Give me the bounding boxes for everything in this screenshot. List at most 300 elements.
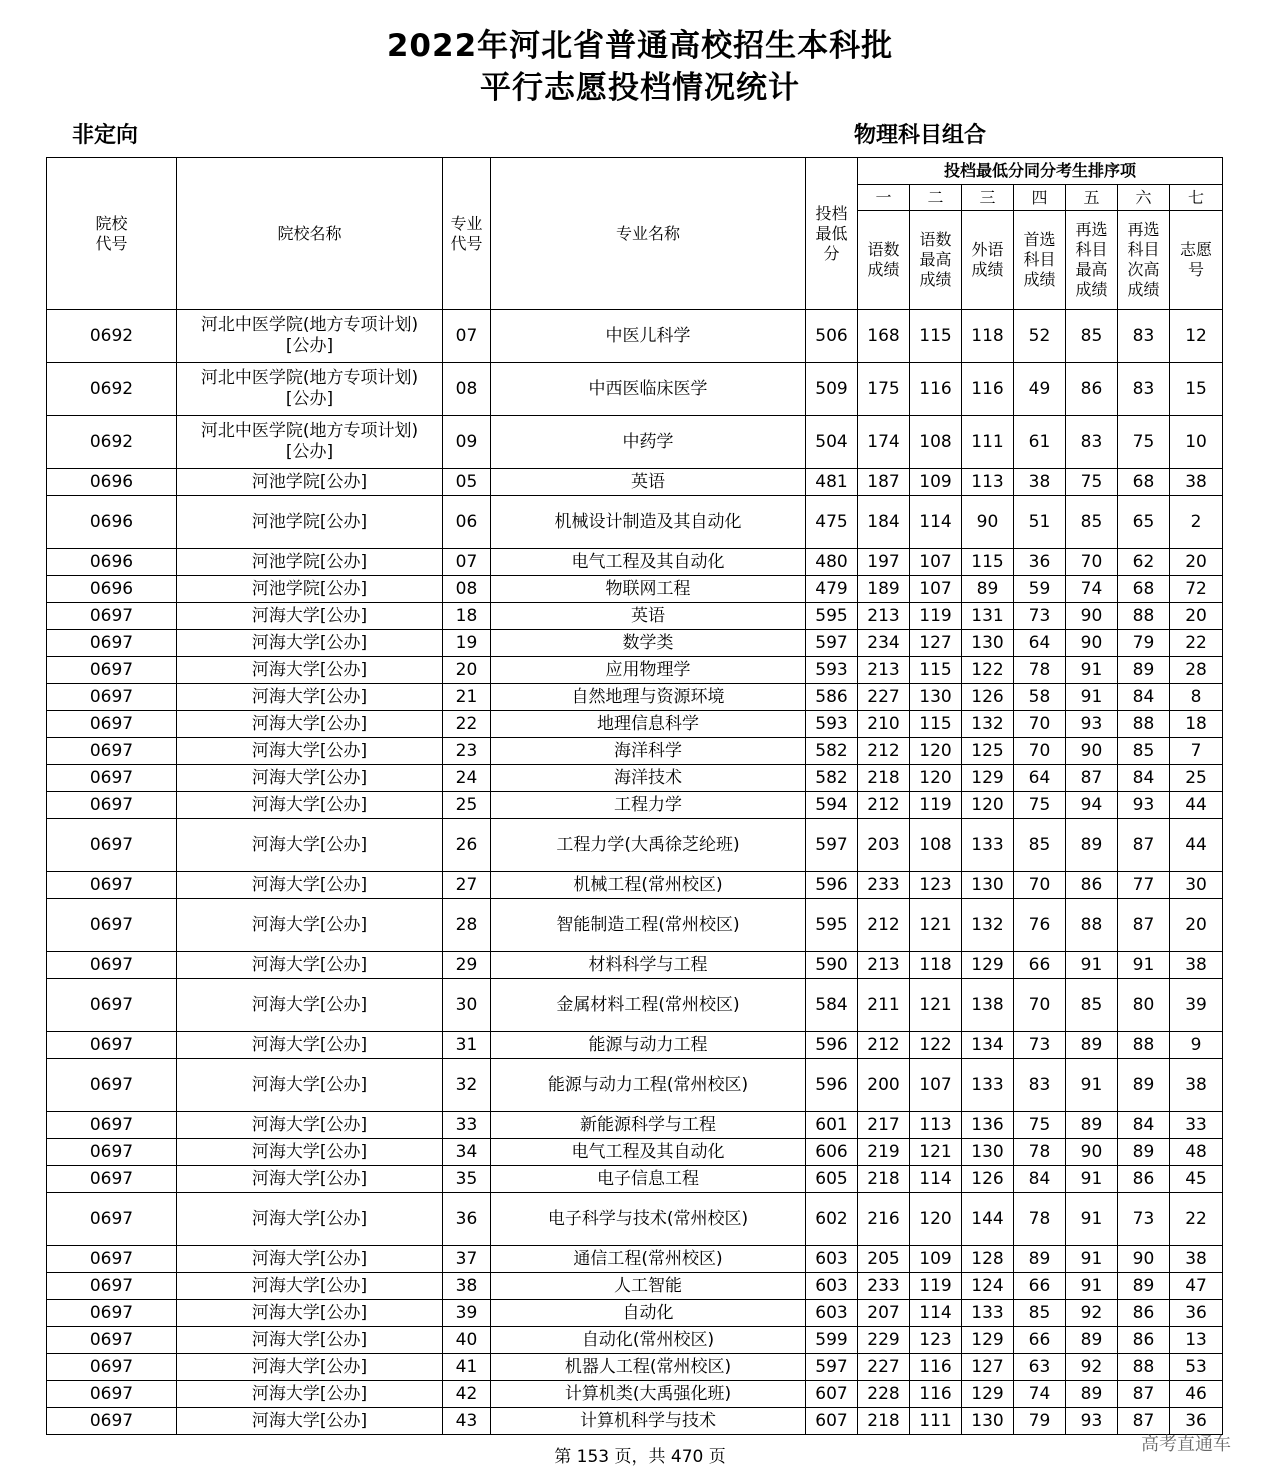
cell-rank-7: 44 [1170,792,1223,819]
table-row [47,416,1223,469]
subtitle-right: 物理科目组合 [854,123,987,148]
cell-rank-4: 74 [1014,1381,1066,1408]
cell-rank-1: 211 [858,979,910,1032]
header-rank-item: 首选科目成绩 [1014,211,1066,310]
cell-rank-6: 84 [1118,684,1170,711]
cell-school-name: 河池学院[公办] [177,576,443,603]
cell-rank-4: 85 [1014,819,1066,872]
cell-rank-3: 128 [962,1246,1014,1273]
cell-school-name: 河海大学[公办] [177,711,443,738]
cell-rank-3: 130 [962,630,1014,657]
table-row [47,1354,1223,1381]
cell-rank-7: 22 [1170,1193,1223,1246]
header-major-code: 专业代号 [443,158,491,310]
cell-rank-2: 123 [910,1327,962,1354]
table-row [47,576,1223,603]
cell-school-name: 河池学院[公办] [177,469,443,496]
cell-rank-4: 79 [1014,1408,1066,1435]
cell-rank-3: 138 [962,979,1014,1032]
cell-rank-7: 18 [1170,711,1223,738]
cell-school-name: 河海大学[公办] [177,1059,443,1112]
cell-major-code: 05 [443,469,491,496]
cell-rank-2: 109 [910,469,962,496]
table-row [47,979,1223,1032]
cell-school-code: 0697 [47,1273,177,1300]
cell-rank-5: 90 [1066,738,1118,765]
cell-rank-3: 129 [962,1327,1014,1354]
cell-rank-7: 33 [1170,1112,1223,1139]
cell-rank-7: 2 [1170,496,1223,549]
cell-school-name: 河北中医学院(地方专项计划)[公办] [177,416,443,469]
cell-min-score: 596 [806,872,858,899]
cell-rank-4: 84 [1014,1166,1066,1193]
table-row [47,792,1223,819]
cell-rank-2: 119 [910,1273,962,1300]
cell-school-code: 0697 [47,1193,177,1246]
cell-school-name: 河池学院[公办] [177,549,443,576]
cell-school-name: 河海大学[公办] [177,1112,443,1139]
cell-rank-2: 111 [910,1408,962,1435]
cell-rank-5: 83 [1066,416,1118,469]
cell-rank-6: 89 [1118,1273,1170,1300]
cell-school-code: 0697 [47,1059,177,1112]
cell-school-code: 0692 [47,363,177,416]
table-row [47,1032,1223,1059]
cell-rank-5: 91 [1066,657,1118,684]
cell-rank-1: 219 [858,1139,910,1166]
cell-rank-6: 87 [1118,1408,1170,1435]
cell-rank-5: 93 [1066,711,1118,738]
table-row [47,819,1223,872]
cell-rank-2: 120 [910,1193,962,1246]
cell-school-name: 河海大学[公办] [177,899,443,952]
table-row [47,1139,1223,1166]
header-school-name: 院校名称 [177,158,443,310]
cell-rank-3: 122 [962,657,1014,684]
header-min-score: 投档最低分 [806,158,858,310]
cell-rank-6: 62 [1118,549,1170,576]
header-rank-item: 语数成绩 [858,211,910,310]
cell-rank-6: 85 [1118,738,1170,765]
header-rank-item: 志愿号 [1170,211,1223,310]
cell-rank-3: 144 [962,1193,1014,1246]
cell-rank-4: 70 [1014,979,1066,1032]
cell-rank-2: 121 [910,899,962,952]
cell-rank-5: 89 [1066,819,1118,872]
cell-min-score: 593 [806,711,858,738]
cell-rank-5: 74 [1066,576,1118,603]
table-row [47,363,1223,416]
cell-major-name: 人工智能 [491,1273,806,1300]
cell-rank-6: 75 [1118,416,1170,469]
cell-school-code: 0697 [47,1112,177,1139]
cell-school-code: 0697 [47,684,177,711]
cell-rank-1: 229 [858,1327,910,1354]
cell-school-name: 河海大学[公办] [177,979,443,1032]
cell-rank-5: 85 [1066,310,1118,363]
cell-rank-7: 9 [1170,1032,1223,1059]
cell-rank-5: 92 [1066,1354,1118,1381]
cell-min-score: 595 [806,899,858,952]
cell-rank-5: 85 [1066,979,1118,1032]
cell-rank-5: 91 [1066,1059,1118,1112]
cell-major-code: 07 [443,549,491,576]
cell-rank-1: 203 [858,819,910,872]
cell-major-code: 23 [443,738,491,765]
cell-rank-7: 36 [1170,1408,1223,1435]
cell-rank-2: 120 [910,738,962,765]
cell-rank-5: 85 [1066,496,1118,549]
cell-rank-3: 126 [962,684,1014,711]
cell-rank-5: 91 [1066,684,1118,711]
cell-rank-2: 122 [910,1032,962,1059]
cell-major-name: 机器人工程(常州校区) [491,1354,806,1381]
cell-rank-1: 233 [858,1273,910,1300]
cell-major-code: 37 [443,1246,491,1273]
cell-rank-1: 218 [858,1166,910,1193]
cell-school-code: 0692 [47,310,177,363]
header-school-code: 院校代号 [47,158,177,310]
cell-major-code: 19 [443,630,491,657]
cell-rank-6: 87 [1118,899,1170,952]
cell-min-score: 607 [806,1408,858,1435]
cell-rank-6: 90 [1118,1246,1170,1273]
cell-rank-3: 129 [962,765,1014,792]
cell-major-name: 物联网工程 [491,576,806,603]
cell-rank-4: 66 [1014,1273,1066,1300]
cell-rank-2: 130 [910,684,962,711]
cell-school-code: 0697 [47,1032,177,1059]
table-row [47,1300,1223,1327]
cell-rank-3: 113 [962,469,1014,496]
cell-rank-1: 227 [858,684,910,711]
cell-rank-7: 46 [1170,1381,1223,1408]
header-major-name: 专业名称 [491,158,806,310]
cell-major-code: 30 [443,979,491,1032]
cell-major-code: 38 [443,1273,491,1300]
cell-rank-3: 131 [962,603,1014,630]
cell-rank-2: 109 [910,1246,962,1273]
cell-school-code: 0697 [47,872,177,899]
cell-major-code: 26 [443,819,491,872]
cell-major-name: 金属材料工程(常州校区) [491,979,806,1032]
cell-min-score: 582 [806,765,858,792]
cell-school-code: 0697 [47,1166,177,1193]
watermark: 高考直通车 [1141,1434,1231,1455]
cell-rank-7: 53 [1170,1354,1223,1381]
cell-major-name: 中西医临床医学 [491,363,806,416]
cell-school-name: 河海大学[公办] [177,1327,443,1354]
header-rank-num: 二 [910,185,962,211]
cell-rank-3: 134 [962,1032,1014,1059]
cell-min-score: 605 [806,1166,858,1193]
table-row [47,496,1223,549]
cell-school-code: 0696 [47,576,177,603]
cell-rank-1: 218 [858,1408,910,1435]
cell-min-score: 607 [806,1381,858,1408]
cell-major-name: 能源与动力工程 [491,1032,806,1059]
cell-rank-2: 114 [910,1300,962,1327]
cell-rank-5: 94 [1066,792,1118,819]
cell-rank-6: 91 [1118,952,1170,979]
cell-min-score: 597 [806,1354,858,1381]
cell-school-code: 0697 [47,819,177,872]
cell-rank-3: 126 [962,1166,1014,1193]
cell-major-name: 计算机类(大禹强化班) [491,1381,806,1408]
cell-major-name: 电子科学与技术(常州校区) [491,1193,806,1246]
header-rank-num: 四 [1014,185,1066,211]
cell-rank-3: 129 [962,1381,1014,1408]
cell-major-code: 41 [443,1354,491,1381]
cell-major-name: 数学类 [491,630,806,657]
cell-school-code: 0697 [47,1327,177,1354]
cell-rank-3: 130 [962,1408,1014,1435]
cell-major-code: 07 [443,310,491,363]
cell-rank-2: 107 [910,576,962,603]
cell-rank-7: 15 [1170,363,1223,416]
cell-rank-5: 90 [1066,630,1118,657]
table-row [47,738,1223,765]
cell-school-code: 0697 [47,657,177,684]
table-row [47,684,1223,711]
cell-rank-6: 79 [1118,630,1170,657]
cell-rank-6: 84 [1118,765,1170,792]
cell-rank-1: 207 [858,1300,910,1327]
cell-rank-5: 90 [1066,603,1118,630]
cell-min-score: 584 [806,979,858,1032]
cell-rank-6: 83 [1118,310,1170,363]
cell-major-code: 27 [443,872,491,899]
cell-school-name: 河海大学[公办] [177,1246,443,1273]
cell-rank-5: 92 [1066,1300,1118,1327]
cell-major-code: 40 [443,1327,491,1354]
cell-rank-5: 91 [1066,1166,1118,1193]
cell-major-name: 新能源科学与工程 [491,1112,806,1139]
cell-rank-4: 64 [1014,765,1066,792]
table-row [47,1408,1223,1435]
page-title-line2: 平行志愿投档情况统计 [480,70,800,106]
cell-rank-1: 212 [858,792,910,819]
cell-rank-7: 36 [1170,1300,1223,1327]
cell-rank-4: 85 [1014,1300,1066,1327]
cell-major-name: 海洋技术 [491,765,806,792]
table-row [47,310,1223,363]
cell-rank-1: 197 [858,549,910,576]
cell-major-name: 应用物理学 [491,657,806,684]
cell-school-code: 0697 [47,630,177,657]
cell-major-code: 25 [443,792,491,819]
cell-rank-6: 73 [1118,1193,1170,1246]
cell-school-name: 河海大学[公办] [177,872,443,899]
cell-min-score: 475 [806,496,858,549]
cell-major-code: 18 [443,603,491,630]
cell-school-name: 河北中医学院(地方专项计划)[公办] [177,310,443,363]
cell-min-score: 603 [806,1300,858,1327]
table-row [47,1059,1223,1112]
cell-major-code: 29 [443,952,491,979]
cell-major-code: 31 [443,1032,491,1059]
cell-major-name: 自动化 [491,1300,806,1327]
cell-rank-6: 77 [1118,872,1170,899]
cell-rank-6: 68 [1118,469,1170,496]
cell-rank-2: 115 [910,657,962,684]
cell-rank-6: 65 [1118,496,1170,549]
header-rank-item: 语数最高成绩 [910,211,962,310]
cell-rank-2: 121 [910,979,962,1032]
cell-rank-1: 213 [858,952,910,979]
table-row [47,630,1223,657]
cell-rank-4: 36 [1014,549,1066,576]
cell-school-name: 河海大学[公办] [177,952,443,979]
cell-rank-6: 88 [1118,603,1170,630]
cell-rank-1: 234 [858,630,910,657]
cell-rank-1: 189 [858,576,910,603]
cell-rank-2: 108 [910,819,962,872]
cell-rank-3: 136 [962,1112,1014,1139]
cell-rank-3: 118 [962,310,1014,363]
cell-rank-3: 115 [962,549,1014,576]
cell-rank-7: 8 [1170,684,1223,711]
cell-school-name: 河海大学[公办] [177,792,443,819]
cell-major-name: 海洋科学 [491,738,806,765]
cell-school-code: 0697 [47,1300,177,1327]
table-row [47,711,1223,738]
cell-rank-6: 84 [1118,1112,1170,1139]
cell-rank-5: 86 [1066,872,1118,899]
cell-rank-6: 86 [1118,1300,1170,1327]
cell-rank-4: 49 [1014,363,1066,416]
cell-min-score: 506 [806,310,858,363]
cell-rank-5: 89 [1066,1112,1118,1139]
page-footer: 第 153 页，共 470 页 [554,1447,726,1467]
cell-rank-3: 120 [962,792,1014,819]
cell-rank-7: 38 [1170,469,1223,496]
cell-rank-4: 70 [1014,738,1066,765]
cell-rank-4: 89 [1014,1246,1066,1273]
cell-rank-4: 66 [1014,952,1066,979]
table-row [47,1112,1223,1139]
cell-rank-5: 86 [1066,363,1118,416]
table-row [47,899,1223,952]
cell-major-name: 计算机科学与技术 [491,1408,806,1435]
cell-min-score: 582 [806,738,858,765]
cell-rank-3: 130 [962,1139,1014,1166]
cell-school-name: 河海大学[公办] [177,819,443,872]
cell-school-name: 河海大学[公办] [177,738,443,765]
cell-rank-4: 78 [1014,1193,1066,1246]
cell-rank-2: 127 [910,630,962,657]
cell-rank-7: 38 [1170,952,1223,979]
cell-rank-3: 133 [962,1300,1014,1327]
cell-rank-1: 174 [858,416,910,469]
cell-min-score: 596 [806,1059,858,1112]
cell-rank-5: 91 [1066,1273,1118,1300]
cell-major-code: 42 [443,1381,491,1408]
cell-rank-4: 51 [1014,496,1066,549]
cell-rank-6: 83 [1118,363,1170,416]
cell-rank-7: 44 [1170,819,1223,872]
cell-major-code: 33 [443,1112,491,1139]
cell-rank-2: 120 [910,765,962,792]
cell-rank-2: 116 [910,1354,962,1381]
cell-rank-2: 116 [910,363,962,416]
cell-rank-4: 59 [1014,576,1066,603]
cell-major-name: 能源与动力工程(常州校区) [491,1059,806,1112]
cell-min-score: 504 [806,416,858,469]
cell-school-name: 河海大学[公办] [177,1193,443,1246]
cell-school-code: 0697 [47,711,177,738]
cell-rank-4: 38 [1014,469,1066,496]
table-body [47,310,1223,1435]
cell-school-code: 0696 [47,549,177,576]
cell-min-score: 594 [806,792,858,819]
cell-rank-1: 216 [858,1193,910,1246]
cell-major-code: 35 [443,1166,491,1193]
cell-rank-6: 86 [1118,1327,1170,1354]
cell-rank-3: 133 [962,819,1014,872]
cell-school-code: 0697 [47,603,177,630]
cell-school-name: 河海大学[公办] [177,1273,443,1300]
cell-major-code: 22 [443,711,491,738]
cell-min-score: 599 [806,1327,858,1354]
cell-rank-5: 91 [1066,1246,1118,1273]
cell-major-name: 通信工程(常州校区) [491,1246,806,1273]
cell-rank-7: 48 [1170,1139,1223,1166]
cell-rank-6: 89 [1118,1139,1170,1166]
cell-major-name: 智能制造工程(常州校区) [491,899,806,952]
cell-school-name: 河海大学[公办] [177,1300,443,1327]
cell-rank-2: 107 [910,549,962,576]
cell-rank-2: 108 [910,416,962,469]
cell-school-code: 0696 [47,496,177,549]
cell-school-name: 河海大学[公办] [177,603,443,630]
cell-school-code: 0697 [47,1246,177,1273]
cell-rank-1: 213 [858,603,910,630]
table-row [47,1246,1223,1273]
table-row [47,1166,1223,1193]
cell-rank-4: 75 [1014,792,1066,819]
cell-major-code: 39 [443,1300,491,1327]
cell-school-code: 0692 [47,416,177,469]
cell-school-code: 0697 [47,1408,177,1435]
cell-rank-1: 212 [858,899,910,952]
cell-rank-5: 89 [1066,1032,1118,1059]
cell-rank-7: 45 [1170,1166,1223,1193]
cell-school-code: 0697 [47,738,177,765]
table-row [47,1327,1223,1354]
cell-rank-4: 78 [1014,1139,1066,1166]
table-row [47,952,1223,979]
cell-major-name: 中药学 [491,416,806,469]
cell-min-score: 603 [806,1246,858,1273]
cell-rank-3: 90 [962,496,1014,549]
cell-rank-7: 28 [1170,657,1223,684]
cell-rank-2: 123 [910,872,962,899]
cell-rank-1: 187 [858,469,910,496]
table-row [47,1193,1223,1246]
cell-rank-7: 30 [1170,872,1223,899]
cell-rank-5: 89 [1066,1327,1118,1354]
cell-school-name: 河海大学[公办] [177,1139,443,1166]
subtitle-left: 非定向 [72,123,139,148]
cell-school-name: 河海大学[公办] [177,1354,443,1381]
cell-major-name: 工程力学 [491,792,806,819]
cell-min-score: 597 [806,819,858,872]
cell-school-code: 0697 [47,1354,177,1381]
cell-min-score: 606 [806,1139,858,1166]
cell-rank-7: 20 [1170,603,1223,630]
cell-school-code: 0697 [47,765,177,792]
